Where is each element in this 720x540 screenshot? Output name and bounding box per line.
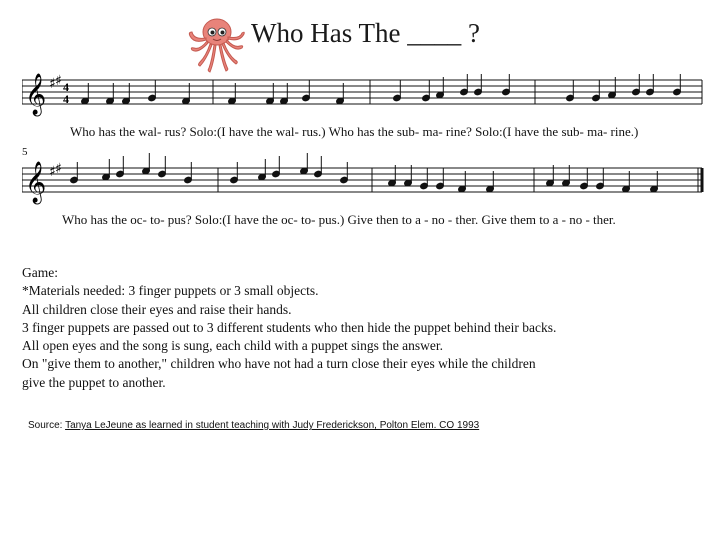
game-heading: Game: bbox=[22, 265, 58, 280]
key-signature: ♯ bbox=[49, 76, 56, 92]
svg-text:♯: ♯ bbox=[49, 164, 56, 180]
music-staff-line1 bbox=[22, 64, 710, 124]
game-line: On "give them to another," children who have not had a turn close their eyes while the children bbox=[22, 356, 536, 372]
measure-number: 5 bbox=[22, 146, 28, 158]
page-title: Who Has The ____ ? bbox=[251, 18, 480, 48]
source-link[interactable]: Tanya LeJeune as learned in student teaching with Judy Frederickson, Polton Elem. CO 1993 bbox=[65, 420, 480, 431]
time-signature-bottom: 4 bbox=[63, 92, 69, 106]
svg-text:♯: ♯ bbox=[55, 73, 62, 89]
treble-clef-icon: 𝄞 bbox=[25, 74, 47, 115]
music-staff-line2 bbox=[22, 152, 710, 212]
treble-clef-icon: 𝄞 bbox=[25, 162, 47, 203]
game-line: All open eyes and the song is sung, each child with a puppet sings the answer. bbox=[22, 338, 444, 354]
game-line: 3 finger puppets are passed out to 3 different students who then hide the puppet behind their backs. bbox=[22, 319, 557, 335]
game-instructions bbox=[22, 264, 612, 392]
lyrics-line2: Who has the oc- to- pus? Solo:(I have the oc- to- pus.) Give then to a - no - ther. Give them to a - no - ther. bbox=[62, 212, 616, 227]
source-citation bbox=[28, 420, 479, 431]
source-label: Source: bbox=[28, 420, 66, 431]
lyrics-line1: Who has the wal- rus? Solo:(I have the wal- rus.) Who has the sub- ma- rine? Solo:(I have the sub- ma- rine.) bbox=[70, 124, 639, 139]
svg-text:♯: ♯ bbox=[55, 161, 62, 177]
time-signature-top: 4 bbox=[63, 80, 69, 94]
game-line: *Materials needed: 3 finger puppets or 3 small objects. bbox=[22, 283, 319, 299]
game-line: give the puppet to another. bbox=[22, 374, 166, 390]
game-line: All children close their eyes and raise their hands. bbox=[22, 301, 292, 317]
